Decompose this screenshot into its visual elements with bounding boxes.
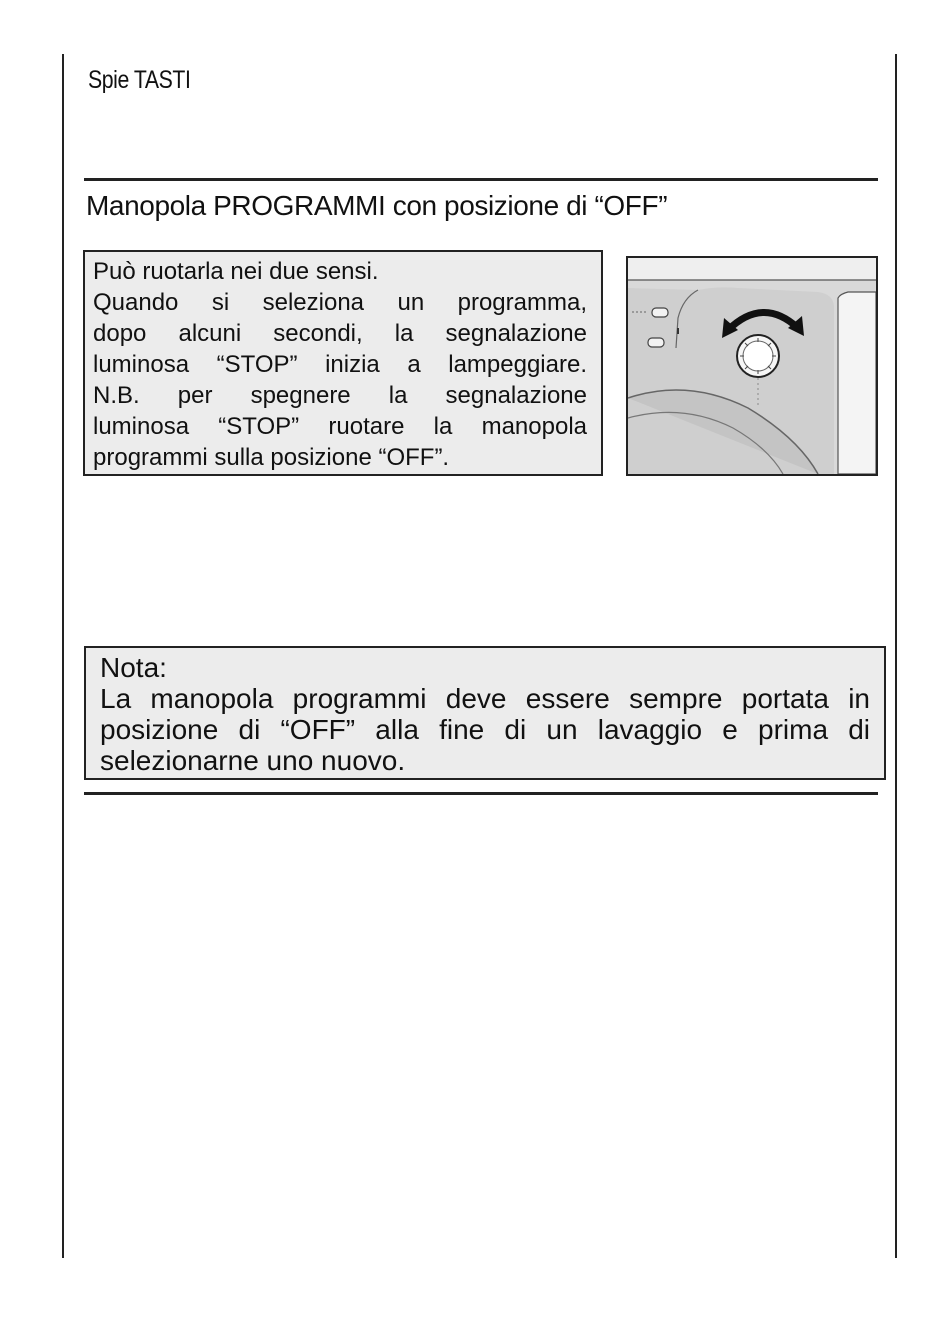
section-title: Manopola PROGRAMMI con posizione di “OFF”: [86, 190, 668, 221]
bottom-divider: [84, 792, 878, 795]
top-divider: [84, 178, 878, 181]
right-margin-line: [895, 54, 897, 1258]
description-line: luminosa “STOP” inizia a lampeggiare.: [93, 351, 587, 378]
page-header-title: Spie TASTI: [88, 66, 191, 94]
note-line: posizione di “OFF” alla fine di un lavaggio e prima di: [100, 714, 870, 745]
description-line: Può ruotarla nei due sensi.: [93, 258, 379, 285]
note-heading: Nota:: [100, 652, 167, 683]
description-line: programmi sulla posizione “OFF”.: [93, 444, 450, 471]
description-line: N.B. per spegnere la segnalazione: [93, 382, 587, 409]
washing-machine-knob-rotation-icon: [626, 256, 878, 476]
description-box: [83, 250, 603, 476]
description-line: luminosa “STOP” ruotare la manopola: [93, 413, 587, 440]
note-box: [84, 646, 886, 780]
note-line: La manopola programmi deve essere sempre portata in: [100, 683, 870, 714]
description-line: dopo alcuni secondi, la segnalazione: [93, 320, 587, 347]
left-margin-line: [62, 54, 64, 1258]
description-line: Quando si seleziona un programma,: [93, 289, 587, 316]
note-line: selezionarne uno nuovo.: [100, 745, 406, 776]
